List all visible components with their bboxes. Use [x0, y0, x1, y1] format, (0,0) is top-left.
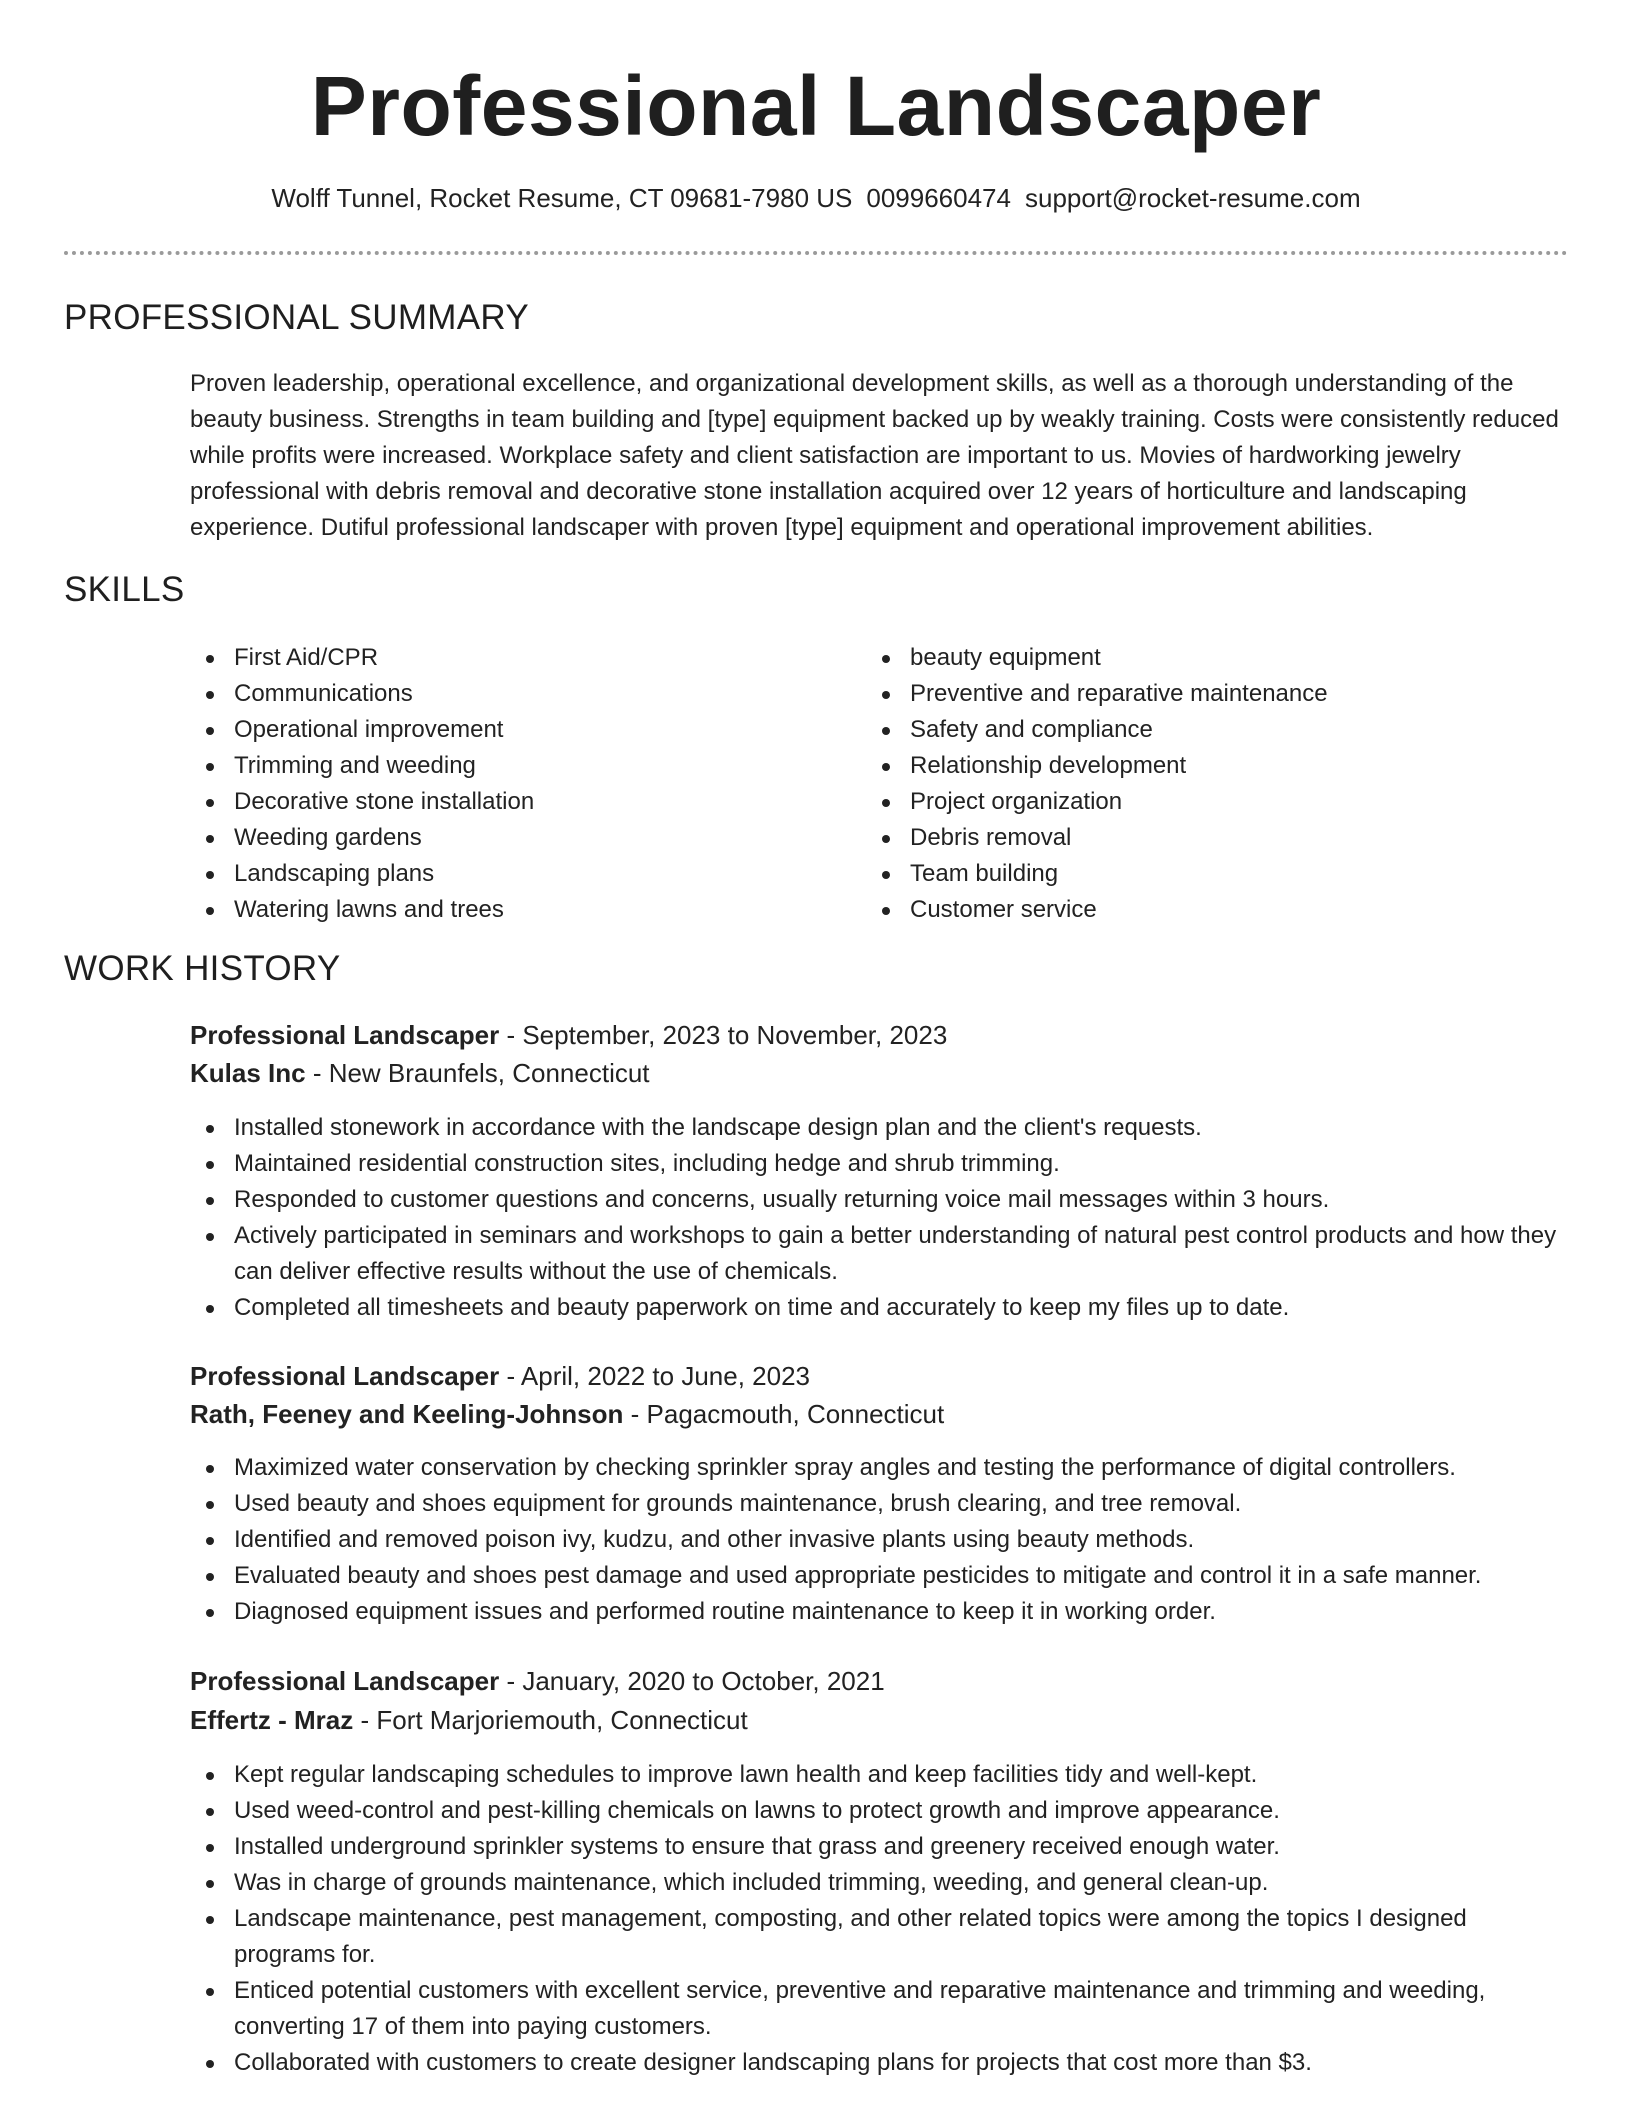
job-company-line [190, 1054, 1570, 1092]
resume-name-title: Professional Landscaper [310, 59, 1322, 153]
section-title-work-history: WORK HISTORY [64, 949, 341, 988]
job-duty: Completed all timesheets and beauty paperwork on time and accurately to keep my files up to date. [190, 1290, 1570, 1326]
job-dates: - January, 2020 to October, 2021 [499, 1666, 885, 1696]
skill-item: Preventive and reparative maintenance [866, 676, 1506, 712]
job-company: Effertz - Mraz [190, 1705, 354, 1735]
section-title-skills: SKILLS [64, 570, 185, 609]
job-duties-list [190, 1450, 1570, 1630]
job-duty: Installed underground sprinkler systems to ensure that grass and greenery received enough water. [190, 1829, 1570, 1865]
job-duty: Enticed potential customers with excellent service, preventive and reparative maintenance and trimming and weeding, converting 17 of them into paying customers. [190, 1973, 1570, 2045]
job-title-line [190, 1016, 1570, 1054]
job-company-line [190, 1395, 1570, 1433]
job-dates: - April, 2022 to June, 2023 [499, 1361, 811, 1391]
skill-item: Watering lawns and trees [190, 892, 830, 928]
skill-item: Communications [190, 676, 830, 712]
skill-item: Team building [866, 856, 1506, 892]
skill-item: Debris removal [866, 820, 1506, 856]
skill-item: Customer service [866, 892, 1506, 928]
skill-item: Operational improvement [190, 712, 830, 748]
job-company-line [190, 1701, 1570, 1739]
job-duty: Actively participated in seminars and workshops to gain a better understanding of natural pest control products and how they can deliver effective results without the use of chemicals. [190, 1218, 1570, 1290]
contact-info [0, 181, 1632, 215]
job-location: - New Braunfels, Connecticut [305, 1058, 650, 1088]
job-duty: Used beauty and shoes equipment for grounds maintenance, brush clearing, and tree removal. [190, 1486, 1570, 1522]
skill-item: First Aid/CPR [190, 640, 830, 676]
job-dates: - September, 2023 to November, 2023 [499, 1020, 948, 1050]
contact-address: Wolff Tunnel, Rocket Resume, CT 09681-7980 US [271, 183, 853, 213]
skills-list-right [866, 640, 1506, 928]
job-location: - Pagacmouth, Connecticut [623, 1399, 945, 1429]
job-duty: Collaborated with customers to create designer landscaping plans for projects that cost more than $3. [190, 2045, 1570, 2081]
job-duty: Maximized water conservation by checking sprinkler spray angles and testing the performance of digital controllers. [190, 1450, 1570, 1486]
skill-item: Safety and compliance [866, 712, 1506, 748]
skill-item: Weeding gardens [190, 820, 830, 856]
skill-item: Relationship development [866, 748, 1506, 784]
contact-email: support@rocket-resume.com [1024, 183, 1361, 213]
skill-item: Decorative stone installation [190, 784, 830, 820]
job-duty: Evaluated beauty and shoes pest damage and used appropriate pesticides to mitigate and control it in a safe manner. [190, 1558, 1570, 1594]
skill-item: beauty equipment [866, 640, 1506, 676]
skill-item: Project organization [866, 784, 1506, 820]
job-duty: Diagnosed equipment issues and performed routine maintenance to keep it in working order. [190, 1594, 1570, 1630]
job-title-line [190, 1662, 1570, 1700]
job-duty: Maintained residential construction sites, including hedge and shrub trimming. [190, 1146, 1570, 1182]
job-duty: Used weed-control and pest-killing chemicals on lawns to protect growth and improve appearance. [190, 1793, 1570, 1829]
job-duties-list [190, 1110, 1570, 1326]
job-duties-list [190, 1757, 1570, 2081]
job-duty: Landscape maintenance, pest management, composting, and other related topics were among the topics I designed programs for. [190, 1901, 1570, 1973]
job-duty: Installed stonework in accordance with the landscape design plan and the client's requests. [190, 1110, 1570, 1146]
job-role: Professional Landscaper [190, 1666, 500, 1696]
contact-phone: 0099660474 [866, 183, 1011, 213]
job-company: Rath, Feeney and Keeling-Johnson [190, 1399, 624, 1429]
job-duty: Was in charge of grounds maintenance, which included trimming, weeding, and general clean-up. [190, 1865, 1570, 1901]
job-company: Kulas Inc [190, 1058, 306, 1088]
job-role: Professional Landscaper [190, 1361, 500, 1391]
skills-list-left [190, 640, 830, 928]
summary-text: Proven leadership, operational excellence, and organizational development skills, as well as a thorough understanding of the beauty business. Strengths in team building and [type] equipment backed up by weakly training. Costs were consistently reduced while profits were increased. Workplace safety and client satisfaction are important to us. Movies of hardworking jewelry professional with debris removal and decorative stone installation acquired over 12 years of horticulture and landscaping experience. Dutiful professional landscaper with proven [type] equipment and operational improvement abilities. [190, 370, 1559, 541]
job-title-line [190, 1357, 1570, 1395]
skill-item: Trimming and weeding [190, 748, 830, 784]
job-duty: Responded to customer questions and concerns, usually returning voice mail messages within 3 hours. [190, 1182, 1570, 1218]
job-duty: Kept regular landscaping schedules to improve lawn health and keep facilities tidy and well-kept. [190, 1757, 1570, 1793]
job-role: Professional Landscaper [190, 1020, 500, 1050]
header-divider [64, 251, 1568, 255]
job-location: - Fort Marjoriemouth, Connecticut [353, 1705, 748, 1735]
job-duty: Identified and removed poison ivy, kudzu, and other invasive plants using beauty methods. [190, 1522, 1570, 1558]
section-title-summary: PROFESSIONAL SUMMARY [64, 298, 529, 337]
skill-item: Landscaping plans [190, 856, 830, 892]
